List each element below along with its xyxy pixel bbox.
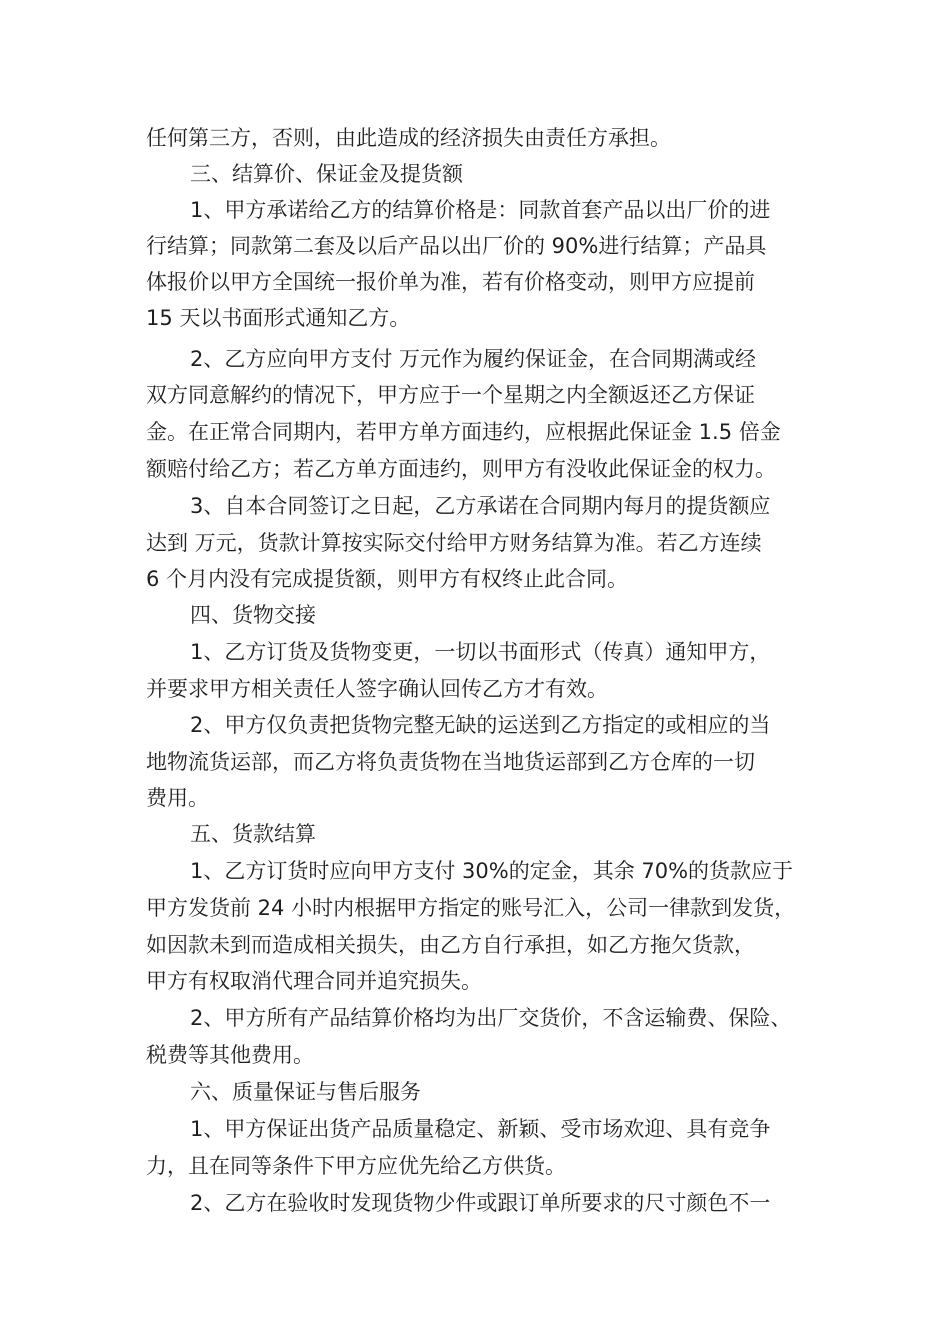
text-line: 行结算；同款第二套及以后产品以出厂价的 90%进行结算；产品具 xyxy=(146,234,767,258)
section-heading: 四、货物交接 xyxy=(190,603,316,627)
text-line: 双方同意解约的情况下，甲方应于一个星期之内全额返还乙方保证 xyxy=(146,383,755,407)
section-heading: 六、质量保证与售后服务 xyxy=(190,1080,421,1104)
text-line: 1、乙方订货时应向甲方支付 30%的定金，其余 70%的货款应于 xyxy=(190,859,794,883)
text-line: 任何第三方，否则，由此造成的经济损失由责任方承担。 xyxy=(146,126,671,150)
text-line: 达到 万元，货款计算按实际交付给甲方财务结算为准。若乙方连续 xyxy=(146,531,762,555)
text-line: 力，且在同等条件下甲方应优先给乙方供货。 xyxy=(146,1154,566,1178)
section-heading: 三、结算价、保证金及提货额 xyxy=(190,162,463,186)
text-line: 6 个月内没有完成提货额，则甲方有权终止此合同。 xyxy=(146,567,629,591)
text-line: 地物流货运部，而乙方将负责货物在当地货运部到乙方仓库的一切 xyxy=(146,750,755,774)
text-line: 费用。 xyxy=(146,786,209,810)
text-line: 并要求甲方相关责任人签字确认回传乙方才有效。 xyxy=(146,677,608,701)
text-line: 体报价以甲方全国统一报价单为准，若有价格变动，则甲方应提前 xyxy=(146,270,755,294)
text-line: 2、乙方应向甲方支付 万元作为履约保证金，在合同期满或经 xyxy=(190,347,757,371)
text-line: 2、甲方仅负责把货物完整无缺的运送到乙方指定的或相应的当 xyxy=(190,713,771,737)
text-line: 甲方有权取消代理合同并追究损失。 xyxy=(146,969,482,993)
text-line: 如因款未到而造成相关损失，由乙方自行承担，如乙方拖欠货款， xyxy=(146,933,755,957)
text-line: 2、乙方在验收时发现货物少件或跟订单所要求的尺寸颜色不一 xyxy=(190,1191,771,1215)
text-line: 1、甲方保证出货产品质量稳定、新颖、受市场欢迎、具有竞争 xyxy=(190,1117,771,1141)
text-line: 甲方发货前 24 小时内根据甲方指定的账号汇入，公司一律款到发货， xyxy=(146,896,796,920)
text-line: 1、甲方承诺给乙方的结算价格是：同款首套产品以出厂价的进 xyxy=(190,198,771,222)
text-line: 金。在正常合同期内，若甲方单方面违约，应根据此保证金 1.5 倍金 xyxy=(146,420,781,444)
text-line: 2、甲方所有产品结算价格均为出厂交货价，不含运输费、保险、 xyxy=(190,1006,792,1030)
text-line: 15 天以书面形式通知乙方。 xyxy=(146,306,411,330)
text-line: 税费等其他费用。 xyxy=(146,1043,314,1067)
text-line: 3、自本合同签订之日起，乙方承诺在合同期内每月的提货额应 xyxy=(190,494,771,518)
text-line: 额赔付给乙方；若乙方单方面违约，则甲方有没收此保证金的权力。 xyxy=(146,457,776,481)
section-heading: 五、货款结算 xyxy=(190,822,316,846)
text-line: 1、乙方订货及货物变更，一切以书面形式（传真）通知甲方， xyxy=(190,640,771,664)
